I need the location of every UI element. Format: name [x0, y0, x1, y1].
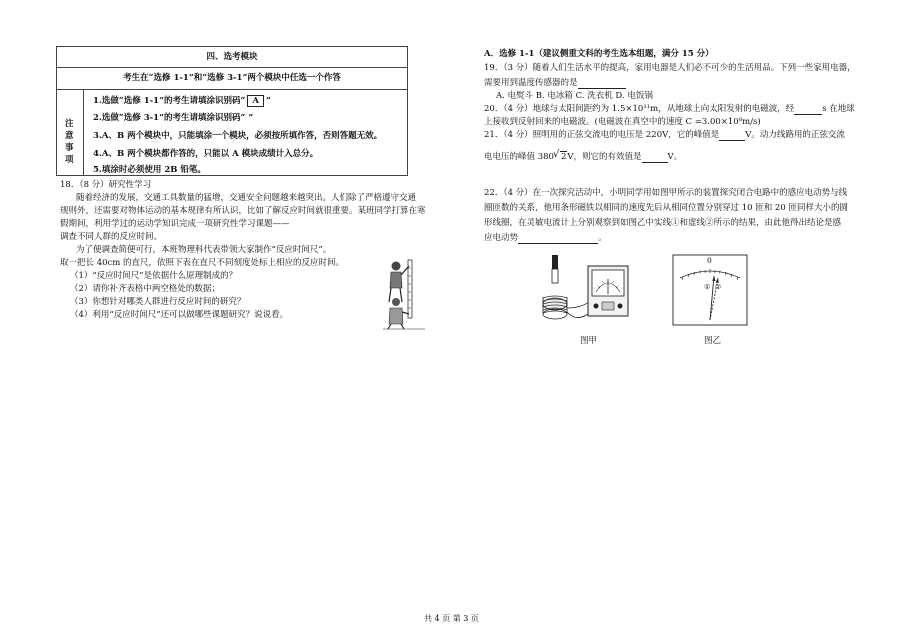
q21-line: 电电压的峰值 380√ 2V，则它的有效值是 V。	[484, 150, 682, 163]
q22-line: 形线圈，在灵敏电流计上分别观察到如图乙中实线①和虚线②所示的结果，由此他得出结论是感	[484, 218, 842, 228]
q22-line: 圈匝数的关系，他用条形磁铁以相同的速度先后从相同位置分别穿过 10 匝和 20 匝同样大小的圆	[484, 203, 848, 213]
answer-blank	[578, 78, 626, 89]
q18-subquestion: （2）请你补齐表格中两空格处的数据；	[70, 284, 220, 294]
side-char: 事	[65, 143, 74, 153]
reaction-ruler-illustration	[382, 258, 426, 330]
dial-label-solid: ①	[704, 283, 711, 291]
q20-line: 上接收到反射回来的电磁波。(电磁波在真空中的速度 C =3.00×10⁸m/s)	[484, 117, 761, 127]
q18-paragraph-line: 规则外，还需要对物体运动的基本规律有所认识，比如了解反应时间就很重要。某班同学打算在寒	[60, 206, 426, 216]
answer-blank	[794, 104, 822, 115]
page-footer: 共 4 页 第 3 页	[424, 614, 479, 623]
answer-blank	[518, 233, 598, 244]
section-a-title: A．选修 1-1（建议侧重文科的考生选本组题，满分 15 分）	[484, 49, 714, 59]
q18-paragraph-line: 随着经济的发展，交通工具数量的猛增，交通安全问题越来越突出。人们除了严格遵守交通	[76, 193, 417, 203]
q18-subquestion: （4）利用“反应时间尺”还可以做哪些课题研究？说说看。	[70, 310, 289, 320]
id-code-box: A	[247, 95, 264, 107]
q22-line: 22．（4 分）在一次探究活动中，小明同学用如图甲所示的装置探究闭合电路中的感应电动势与线	[484, 188, 848, 198]
answer-blank	[719, 130, 745, 141]
note-4: 4.A、B 两个模块都作答的，只能以 A 模块成绩计入总分。	[93, 149, 319, 159]
q18-paragraph-line: 取一把长 40cm 的直尺，依照下表在直尺不同刻度处标上相应的反应时间。	[60, 258, 345, 268]
dial-label-dashed: ②	[715, 283, 722, 291]
side-char: 意	[65, 131, 74, 141]
q20-line: 20．（4 分）地球与太阳间距约为 1.5×10¹¹m，从地球上向太阳发射的电磁波，经 s 在地球	[484, 104, 855, 114]
q19-options: A. 电熨斗 B. 电冰箱 C. 洗衣机 D. 电饭锅	[496, 91, 653, 101]
q18-paragraph-line: 调查不同人群的反应时间。	[60, 232, 163, 242]
figure-jia-apparatus	[536, 252, 636, 332]
figure-jia-caption: 图甲	[580, 336, 598, 346]
q18-paragraph-line: 假期间，利用学过的运动学知识完成一项研究性学习课题——	[60, 219, 290, 229]
q18-heading: 18．（8 分）研究性学习	[60, 180, 152, 190]
note-5: 5.填涂时必须使用 2B 铅笔。	[93, 165, 206, 175]
note-3: 3.A、B 两个模块中，只能填涂一个模块，必须按所填作答，否则答题无效。	[93, 131, 383, 141]
notes-label-column	[57, 89, 84, 175]
side-char: 注	[65, 119, 74, 129]
figure-yi-caption: 图乙	[704, 336, 722, 346]
side-char: 项	[65, 155, 74, 165]
q19-line: 19．（3 分）随着人们生活水平的提高，家用电器是人们必不可少的生活用品。下列一些家用电器，	[484, 63, 856, 73]
q18-paragraph-line: 为了便调查简便可行，本班物理科代表带领大家制作“反应时间尺”。	[76, 245, 332, 255]
q18-subquestion: （1）“反应时间尺”是依据什么原理制成的？	[70, 271, 238, 281]
q22-line: 应电动势 。	[484, 233, 607, 243]
q21-line: 21．（4 分）照明用的正弦交流电的电压是 220V，它的峰值是 V。动力线路用的正弦交流	[484, 130, 845, 140]
elective-instruction: 考生在“选修 1-1”和“选修 3-1”两个模块中任选一个作答	[57, 67, 407, 90]
dial-zero-label: 0	[707, 256, 712, 265]
elective-notice-box	[56, 46, 408, 176]
answer-blank	[642, 152, 668, 163]
q18-subquestion: （3）你想针对哪类人群进行反应时间的研究？	[70, 297, 246, 307]
section-title: 四、选考模块	[57, 47, 407, 68]
sqrt-symbol: √ 2	[560, 151, 567, 162]
note-2: 2.选做“选修 3-1”的考生请填涂识别码“ ”	[93, 113, 254, 123]
note-1: 1.选做“选修 1-1”的考生请填涂识别码“ A ”	[93, 96, 271, 106]
q19-line: 需要用到温度传感器的是	[484, 76, 626, 89]
